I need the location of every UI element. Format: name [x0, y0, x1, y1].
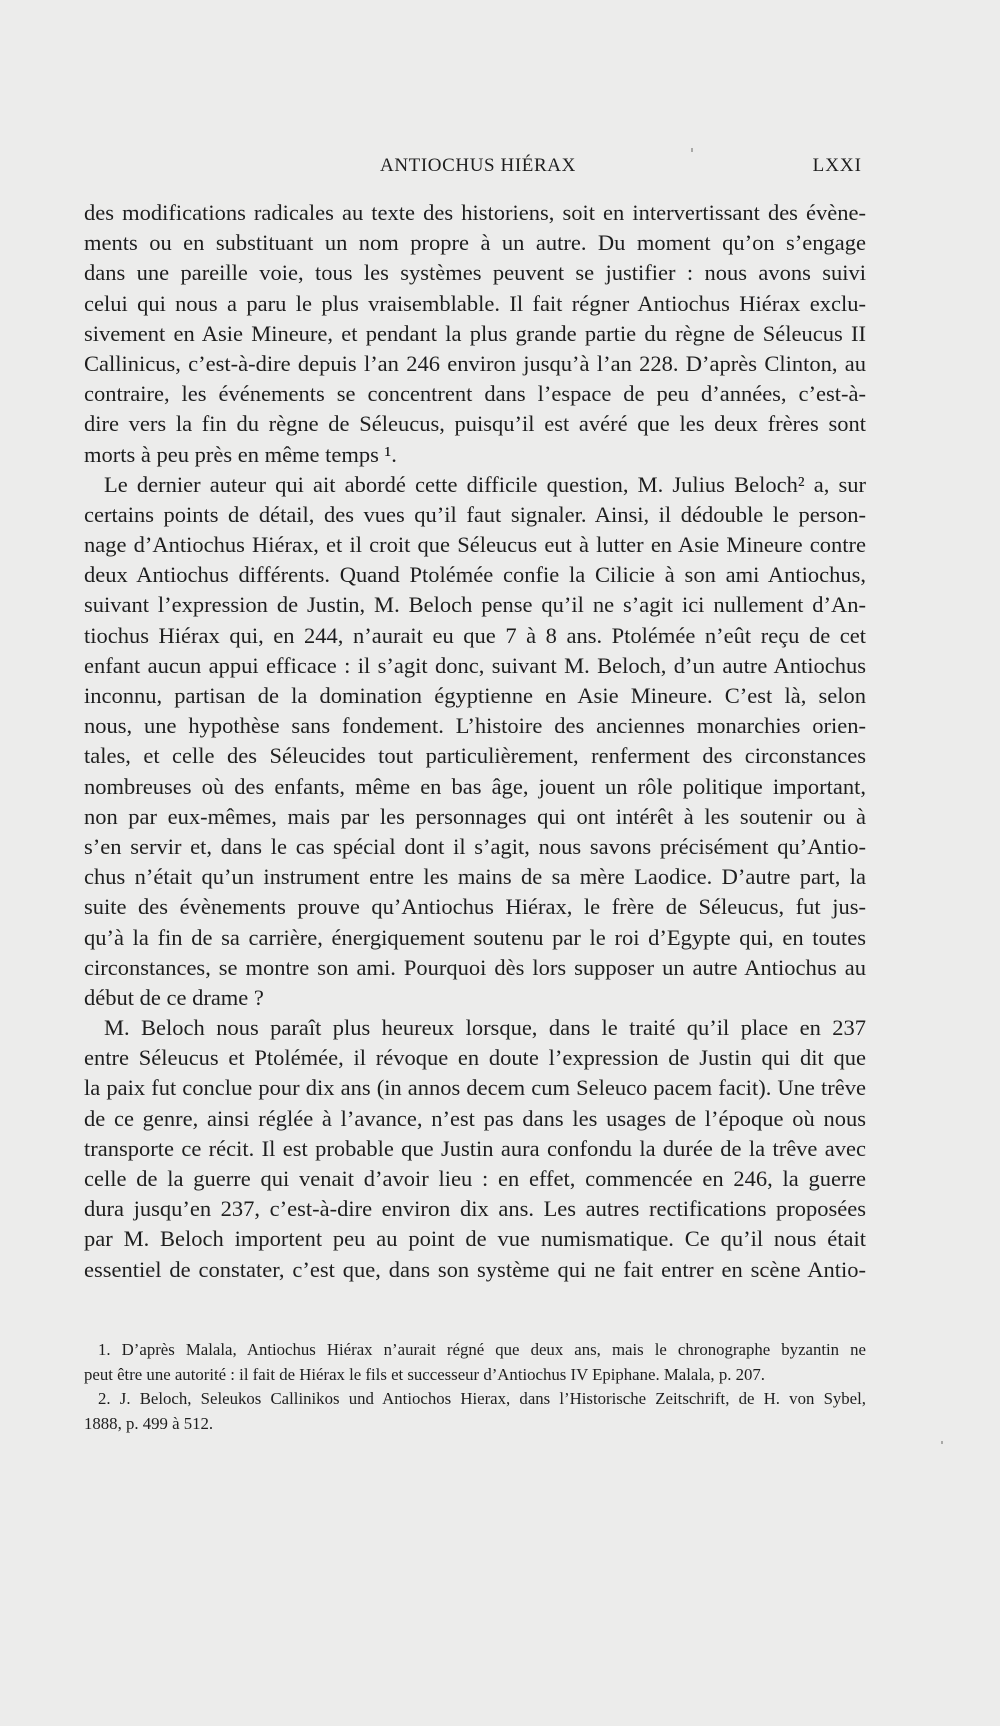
text-line: M. Beloch nous paraît plus heureux lorsque, dans le traité qu’il place en 237 — [104, 1015, 866, 1041]
text-line: la paix fut conclue pour dix ans (in annos decem cum Seleuco pacem facit). Une trêve — [84, 1075, 866, 1101]
footnote-line: 1888, p. 499 à 512. — [84, 1413, 214, 1433]
running-head — [0, 155, 1000, 185]
paragraph-3 — [84, 1013, 866, 1285]
body-text — [84, 198, 866, 1285]
text-line: celle de la guerre qui venait d’avoir lieu : en effet, commencée en 246, la guerre — [84, 1166, 866, 1191]
text-line: Callinicus, c’est-à-dire depuis l’an 246 environ jusqu’à l’an 228. D’après Clinton, au — [84, 350, 866, 376]
page-number: LXXI — [812, 155, 862, 176]
text-line: de ce genre, ainsi réglée à l’avance, n’est pas dans les usages de l’époque où nous — [84, 1105, 866, 1131]
text-line: par M. Beloch importent peu au point de vue numismatique. Ce qu’il nous était — [84, 1226, 866, 1252]
text-line: chus n’était qu’un instrument entre les mains de sa mère Laodice. D’autre part, la — [84, 864, 866, 890]
text-line: circonstances, se montre son ami. Pourquoi dès lors supposer un autre Antiochus au — [84, 954, 866, 980]
text-line: morts à peu près en même temps ¹. — [84, 441, 397, 467]
margin-speck — [691, 148, 693, 152]
text-line: inconnu, partisan de la domination égyptienne en Asie Mineure. C’est là, selon — [84, 683, 866, 708]
text-line: ments ou en substituant un nom propre à un autre. Du moment qu’on s’engage — [84, 230, 866, 256]
text-line: certains points de détail, des vues qu’il faut signaler. Ainsi, il dédouble le person- — [84, 501, 866, 527]
text-line: contraire, les événements se concentrent dans l’espace de peu d’années, c’est-à- — [84, 381, 866, 407]
margin-speck — [941, 1441, 943, 1444]
footnote-2 — [84, 1387, 866, 1436]
running-title: ANTIOCHUS HIÉRAX — [380, 155, 576, 176]
text-line: nombreuses où des enfants, même en bas âge, jouent un rôle politique important, — [84, 773, 866, 799]
text-line: enfant aucun appui efficace : il s’agit donc, suivant M. Beloch, d’un autre Antiochus — [84, 652, 866, 678]
text-line: Le dernier auteur qui ait abordé cette difficile question, M. Julius Beloch² a, sur — [104, 471, 866, 497]
footnote-line: 1. D’après Malala, Antiochus Hiérax n’aurait régné que deux ans, mais le chronographe byzantin ne — [98, 1340, 866, 1359]
text-line: suite des évènements prouve qu’Antiochus Hiérax, le frère de Séleucus, fut jus- — [84, 894, 866, 920]
text-line: sivement en Asie Mineure, et pendant la plus grande partie du règne de Séleucus II — [84, 320, 866, 346]
footnote-1 — [84, 1338, 866, 1387]
text-line: qu’à la fin de sa carrière, énergiquement soutenu par le roi d’Egypte qui, en toutes — [84, 924, 866, 950]
text-line: début de ce drame ? — [84, 984, 264, 1010]
text-line: transporte ce récit. Il est probable que Justin aura confondu la durée de la trêve avec — [84, 1135, 866, 1161]
text-line: celui qui nous a paru le plus vraisemblable. Il fait régner Antiochus Hiérax exclu- — [84, 290, 866, 316]
text-line: nous, une hypothèse sans fondement. L’histoire des anciennes monarchies orien- — [84, 713, 866, 739]
text-line: des modifications radicales au texte des historiens, soit en intervertissant des évène- — [84, 200, 866, 225]
text-line: suivant l’expression de Justin, M. Beloch pense qu’il ne s’agit ici nullement d’An- — [84, 592, 866, 618]
text-line: non par eux-mêmes, mais par les personnages qui ont intérêt à les soutenir ou à — [84, 803, 866, 829]
text-line: entre Séleucus et Ptolémée, il révoque en doute l’expression de Justin qui dit que — [84, 1045, 866, 1071]
text-line: dire vers la fin du règne de Séleucus, puisqu’il est avéré que les deux frères sont — [84, 411, 866, 437]
footnote-line: 2. J. Beloch, Seleukos Callinikos und Antiochos Hierax, dans l’Historische Zeitschrift, de H. von Sybel, — [98, 1389, 866, 1408]
text-line: tales, et celle des Séleucides tout particulièrement, renferment des circonstances — [84, 743, 866, 769]
text-line: essentiel de constater, c’est que, dans son système qui ne fait entrer en scène Antio- — [84, 1256, 866, 1282]
text-line: tiochus Hiérax qui, en 244, n’aurait eu que 7 à 8 ans. Ptolémée n’eût reçu de cet — [84, 622, 866, 648]
text-line: nage d’Antiochus Hiérax, et il croit que Séleucus eut à lutter en Asie Mineure contre — [84, 532, 866, 558]
text-line: s’en servir et, dans le cas spécial dont il s’agit, nous savons précisément qu’Antio- — [84, 833, 866, 859]
text-line: dans une pareille voie, tous les systèmes peuvent se justifier : nous avons suivi — [84, 260, 866, 286]
footnotes — [84, 1338, 866, 1436]
footnote-line: peut être une autorité : il fait de Hiérax le fils et successeur d’Antiochus IV Epiphane. Malala, p. 207. — [84, 1364, 765, 1384]
paragraph-1 — [84, 198, 866, 470]
text-line: dura jusqu’en 237, c’est-à-dire environ dix ans. Les autres rectifications proposées — [84, 1196, 866, 1222]
paragraph-2 — [84, 470, 866, 1013]
text-line: deux Antiochus différents. Quand Ptolémée confie la Cilicie à son ami Antiochus, — [84, 562, 866, 588]
